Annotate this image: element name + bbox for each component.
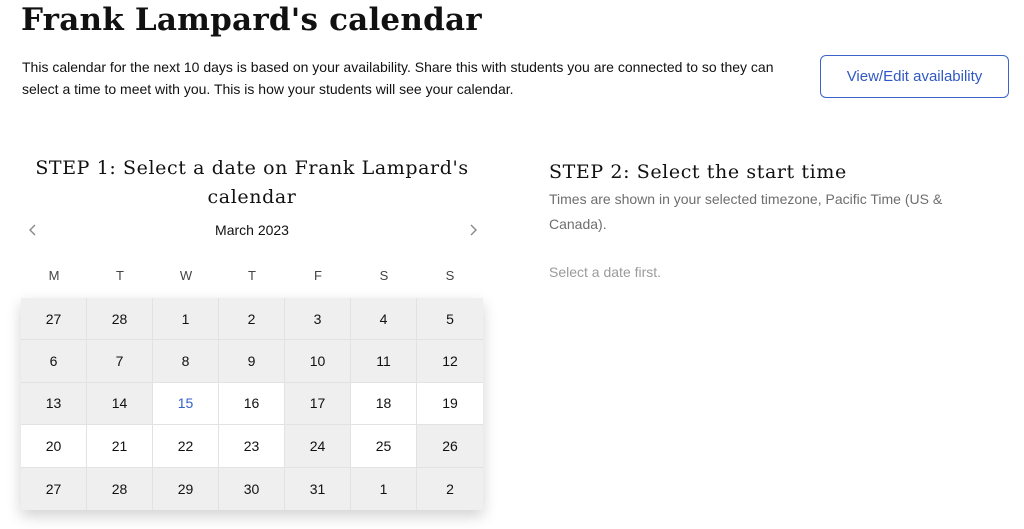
chevron-right-icon <box>468 223 478 237</box>
calendar-day: 28 <box>87 298 153 340</box>
calendar-day: 27 <box>21 298 87 340</box>
calendar-day[interactable]: 18 <box>351 383 417 425</box>
calendar-day: 5 <box>417 298 483 340</box>
month-label: March 2023 <box>215 222 289 238</box>
calendar-day: 29 <box>153 468 219 510</box>
calendar-day: 14 <box>87 383 153 425</box>
next-month-button[interactable] <box>463 220 483 240</box>
calendar-day[interactable]: 23 <box>219 425 285 467</box>
weekday-label: F <box>314 268 322 283</box>
calendar-day: 24 <box>285 425 351 467</box>
page-title: Frank Lampard's calendar <box>21 2 482 38</box>
calendar-day: 1 <box>153 298 219 340</box>
weekday-label: T <box>116 268 124 283</box>
calendar-description: This calendar for the next 10 days is based on your availability. Share this with students you are connected to so they can select a time to meet with you. This is how your students will see your calendar. <box>22 59 774 97</box>
calendar-day: 2 <box>219 298 285 340</box>
calendar-day[interactable]: 19 <box>417 383 483 425</box>
calendar-day: 27 <box>21 468 87 510</box>
calendar-day: 31 <box>285 468 351 510</box>
weekday-label: T <box>248 268 256 283</box>
calendar-day: 1 <box>351 468 417 510</box>
timezone-note: Times are shown in your selected timezone, Pacific Time (US & Canada). <box>549 191 943 232</box>
weekday-label: W <box>179 268 193 283</box>
calendar-day[interactable]: 25 <box>351 425 417 467</box>
calendar-day: 10 <box>285 340 351 382</box>
weekday-header <box>21 268 483 283</box>
calendar-day: 7 <box>87 340 153 382</box>
step2-heading: STEP 2: Select the start time <box>549 161 847 183</box>
calendar-day[interactable]: 20 <box>21 425 87 467</box>
calendar-day[interactable]: 22 <box>153 425 219 467</box>
calendar-day[interactable]: 16 <box>219 383 285 425</box>
view-edit-availability-button[interactable]: View/Edit availability <box>820 55 1009 98</box>
calendar-day: 11 <box>351 340 417 382</box>
calendar-day: 9 <box>219 340 285 382</box>
step1-heading: STEP 1: Select a date on Frank Lampard's calendar <box>35 157 469 208</box>
calendar-day: 13 <box>21 383 87 425</box>
calendar-day-today[interactable]: 15 <box>153 383 219 425</box>
calendar-day: 26 <box>417 425 483 467</box>
calendar-day: 4 <box>351 298 417 340</box>
calendar-day: 8 <box>153 340 219 382</box>
calendar-day: 12 <box>417 340 483 382</box>
chevron-left-icon <box>28 223 38 237</box>
weekday-label: S <box>379 268 389 283</box>
previous-month-button[interactable] <box>23 220 43 240</box>
calendar-day: 2 <box>417 468 483 510</box>
calendar-day[interactable]: 21 <box>87 425 153 467</box>
calendar-day: 28 <box>87 468 153 510</box>
weekday-label: M <box>48 268 60 283</box>
calendar-day: 17 <box>285 383 351 425</box>
calendar-grid <box>21 298 483 510</box>
calendar-day: 6 <box>21 340 87 382</box>
calendar-day: 30 <box>219 468 285 510</box>
weekday-label: S <box>445 268 455 283</box>
select-date-hint: Select a date first. <box>549 264 662 280</box>
calendar-day: 3 <box>285 298 351 340</box>
